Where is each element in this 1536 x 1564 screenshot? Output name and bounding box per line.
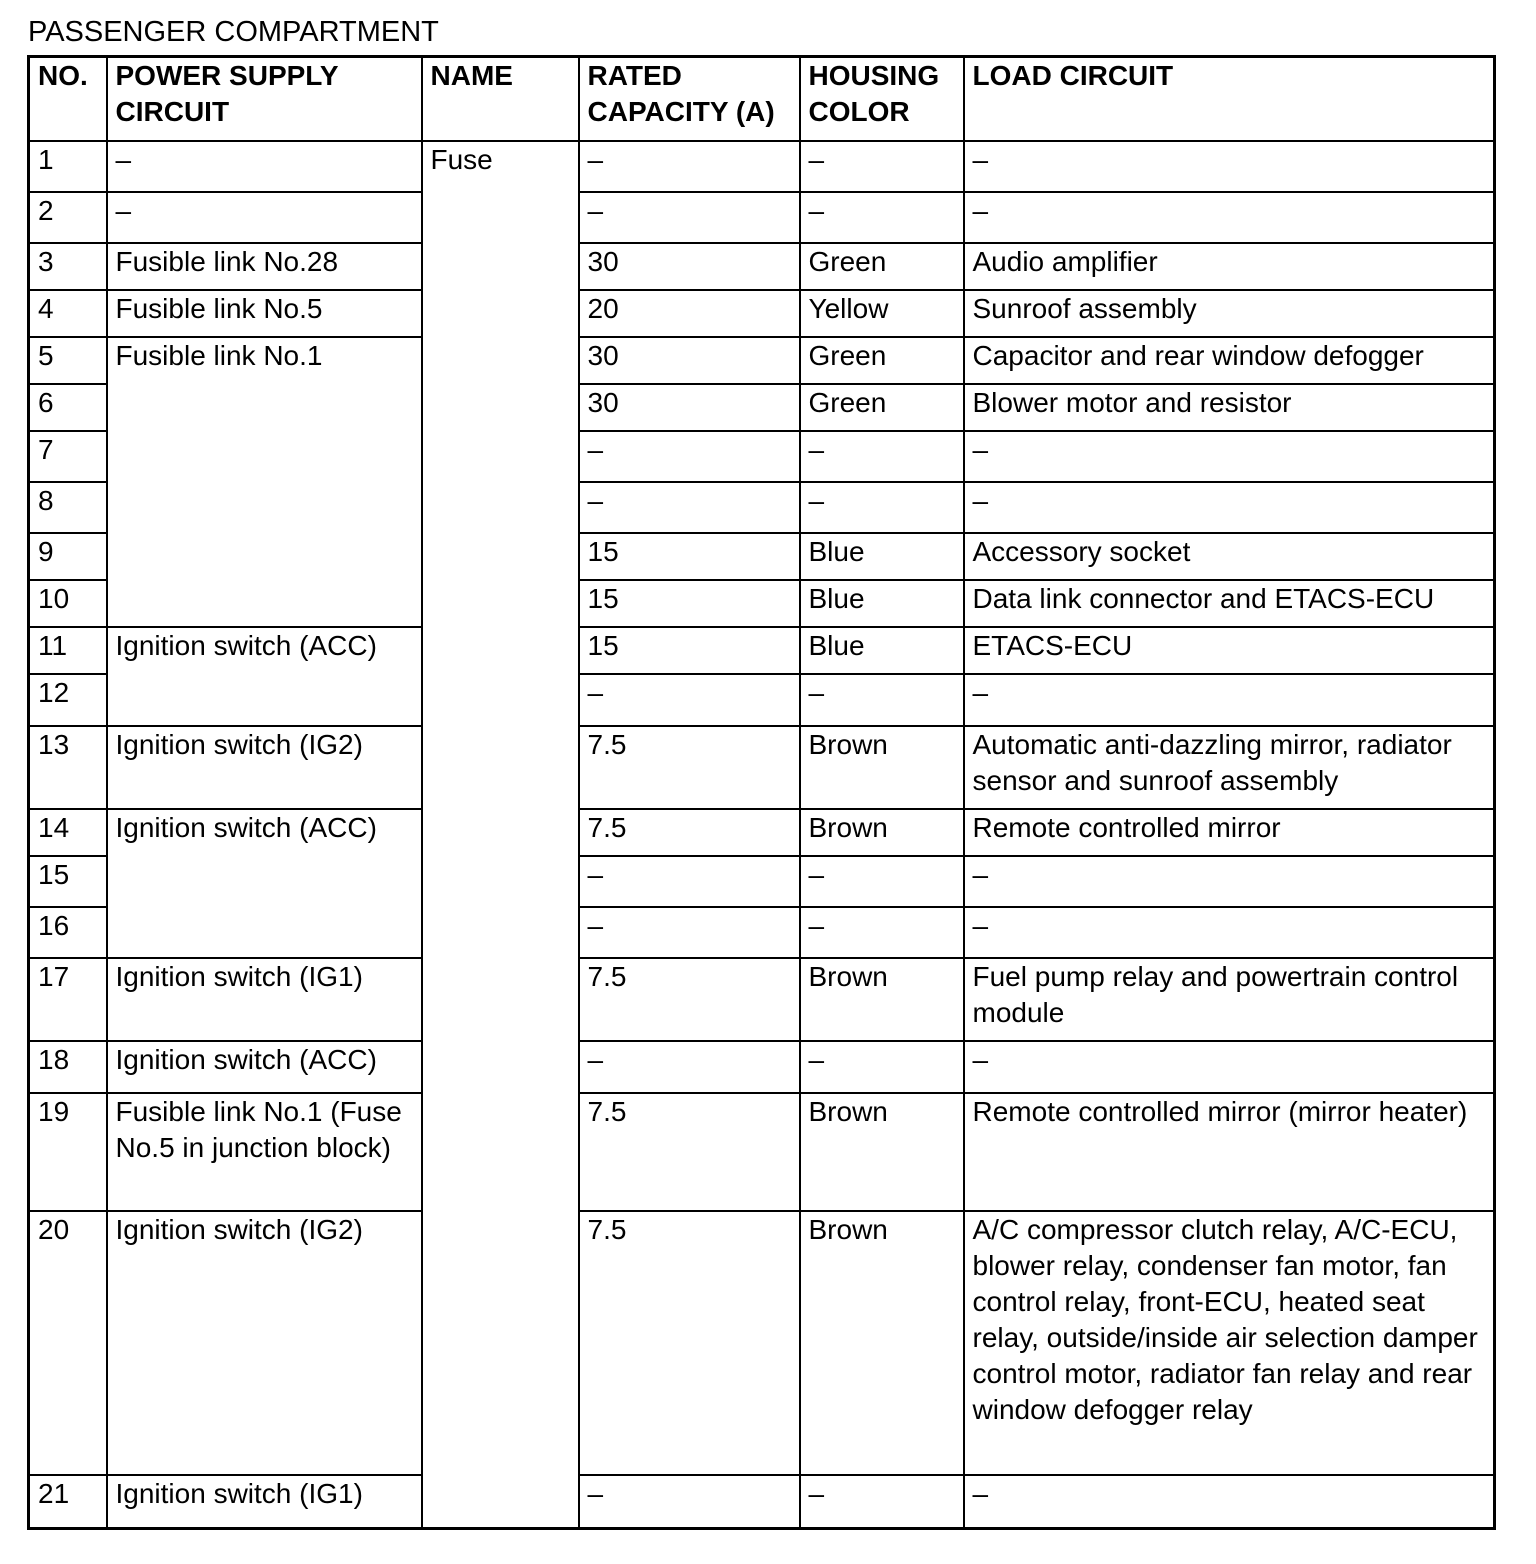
cell-color: Yellow — [800, 290, 964, 337]
cell-no: 17 — [29, 958, 107, 1041]
cell-no: 18 — [29, 1041, 107, 1093]
cell-color: Brown — [800, 809, 964, 856]
cell-no: 19 — [29, 1093, 107, 1211]
cell-color: Blue — [800, 580, 964, 627]
cell-power-supply: Fusible link No.28 — [107, 243, 422, 290]
cell-color: Green — [800, 337, 964, 384]
cell-load: Sunroof assembly — [964, 290, 1495, 337]
cell-no: 12 — [29, 674, 107, 726]
table-row — [29, 1475, 1495, 1529]
cell-rated: – — [579, 1041, 800, 1093]
table-row — [29, 1211, 1495, 1475]
cell-color: Blue — [800, 627, 964, 674]
cell-load: – — [964, 141, 1495, 192]
cell-color: Brown — [800, 1211, 964, 1475]
cell-load: – — [964, 431, 1495, 482]
cell-color: – — [800, 482, 964, 533]
cell-load: – — [964, 856, 1495, 907]
cell-rated: 30 — [579, 384, 800, 431]
cell-rated: 30 — [579, 243, 800, 290]
cell-no: 5 — [29, 337, 107, 384]
cell-rated: 15 — [579, 580, 800, 627]
header-no: NO. — [29, 57, 107, 141]
cell-color: Brown — [800, 726, 964, 809]
cell-load: Remote controlled mirror (mirror heater) — [964, 1093, 1495, 1211]
header-load-circuit: LOAD CIRCUIT — [964, 57, 1495, 141]
cell-color: – — [800, 141, 964, 192]
table-row — [29, 337, 1495, 384]
cell-no: 1 — [29, 141, 107, 192]
cell-load: Blower motor and resistor — [964, 384, 1495, 431]
cell-load: Automatic anti-dazzling mirror, radiator sensor and sunroof assembly — [964, 726, 1495, 809]
cell-load: Remote controlled mirror — [964, 809, 1495, 856]
cell-color: – — [800, 1475, 964, 1529]
cell-no: 3 — [29, 243, 107, 290]
cell-color: – — [800, 1041, 964, 1093]
cell-load: – — [964, 482, 1495, 533]
table-row — [29, 1041, 1495, 1093]
table-header-row — [29, 57, 1495, 141]
table-row — [29, 141, 1495, 192]
cell-no: 11 — [29, 627, 107, 674]
table-row — [29, 809, 1495, 856]
cell-rated: – — [579, 141, 800, 192]
cell-no: 9 — [29, 533, 107, 580]
cell-rated: – — [579, 192, 800, 243]
header-power-supply: POWER SUPPLY CIRCUIT — [107, 57, 422, 141]
cell-load: Audio amplifier — [964, 243, 1495, 290]
table-row — [29, 958, 1495, 1041]
cell-rated: – — [579, 907, 800, 958]
header-name: NAME — [422, 57, 579, 141]
cell-rated: 7.5 — [579, 1211, 800, 1475]
cell-rated: 15 — [579, 627, 800, 674]
fuse-table — [27, 55, 1496, 1530]
cell-load: A/C compressor clutch relay, A/C-ECU, blower relay, condenser fan motor, fan control relay, front-ECU, heated seat relay, outside/inside air selection damper control motor, radiator fan relay and rear window defogger relay — [964, 1211, 1495, 1475]
cell-color: – — [800, 856, 964, 907]
cell-rated: 30 — [579, 337, 800, 384]
cell-no: 20 — [29, 1211, 107, 1475]
cell-rated: 7.5 — [579, 1093, 800, 1211]
cell-load: – — [964, 1475, 1495, 1529]
header-housing-color: HOUSING COLOR — [800, 57, 964, 141]
cell-load: – — [964, 192, 1495, 243]
cell-load: – — [964, 907, 1495, 958]
table-row — [29, 192, 1495, 243]
cell-color: – — [800, 907, 964, 958]
cell-rated: – — [579, 1475, 800, 1529]
cell-no: 7 — [29, 431, 107, 482]
cell-rated: – — [579, 431, 800, 482]
cell-rated: – — [579, 856, 800, 907]
cell-color: Green — [800, 384, 964, 431]
cell-no: 10 — [29, 580, 107, 627]
cell-power-supply: Ignition switch (ACC) — [107, 627, 422, 726]
cell-power-supply: Ignition switch (IG1) — [107, 958, 422, 1041]
cell-no: 8 — [29, 482, 107, 533]
cell-load: Accessory socket — [964, 533, 1495, 580]
cell-no: 6 — [29, 384, 107, 431]
cell-color: Blue — [800, 533, 964, 580]
table-row — [29, 627, 1495, 674]
cell-power-supply: Ignition switch (IG1) — [107, 1475, 422, 1529]
cell-color: Brown — [800, 1093, 964, 1211]
cell-power-supply: Ignition switch (ACC) — [107, 1041, 422, 1093]
cell-color: – — [800, 431, 964, 482]
cell-no: 14 — [29, 809, 107, 856]
cell-no: 2 — [29, 192, 107, 243]
cell-no: 21 — [29, 1475, 107, 1529]
cell-power-supply: Fusible link No.1 — [107, 337, 422, 627]
cell-no: 4 — [29, 290, 107, 337]
cell-load: – — [964, 1041, 1495, 1093]
cell-rated: 7.5 — [579, 809, 800, 856]
cell-no: 13 — [29, 726, 107, 809]
cell-power-supply: – — [107, 141, 422, 192]
cell-power-supply: – — [107, 192, 422, 243]
table-row — [29, 1093, 1495, 1211]
cell-name: Fuse — [422, 141, 579, 1529]
cell-no: 16 — [29, 907, 107, 958]
cell-power-supply: Ignition switch (IG2) — [107, 1211, 422, 1475]
table-row — [29, 290, 1495, 337]
table-row — [29, 726, 1495, 809]
cell-power-supply: Fusible link No.1 (Fuse No.5 in junction block) — [107, 1093, 422, 1211]
cell-no: 15 — [29, 856, 107, 907]
page-title: PASSENGER COMPARTMENT — [28, 16, 439, 48]
cell-rated: 7.5 — [579, 958, 800, 1041]
cell-rated: 15 — [579, 533, 800, 580]
cell-color: Green — [800, 243, 964, 290]
cell-power-supply: Ignition switch (ACC) — [107, 809, 422, 958]
cell-color: Brown — [800, 958, 964, 1041]
cell-power-supply: Fusible link No.5 — [107, 290, 422, 337]
cell-color: – — [800, 192, 964, 243]
cell-rated: 20 — [579, 290, 800, 337]
cell-load: – — [964, 674, 1495, 726]
cell-power-supply: Ignition switch (IG2) — [107, 726, 422, 809]
cell-rated: – — [579, 482, 800, 533]
cell-load: Data link connector and ETACS-ECU — [964, 580, 1495, 627]
cell-load: Fuel pump relay and powertrain control module — [964, 958, 1495, 1041]
cell-rated: – — [579, 674, 800, 726]
cell-rated: 7.5 — [579, 726, 800, 809]
cell-load: Capacitor and rear window defogger — [964, 337, 1495, 384]
cell-color: – — [800, 674, 964, 726]
table-row — [29, 243, 1495, 290]
header-rated-capacity: RATED CAPACITY (A) — [579, 57, 800, 141]
cell-load: ETACS-ECU — [964, 627, 1495, 674]
